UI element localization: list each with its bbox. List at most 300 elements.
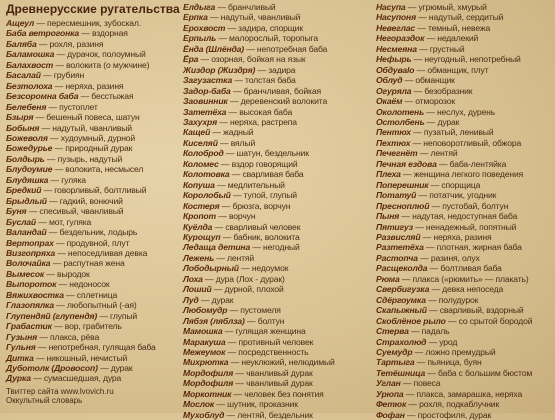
entry-dash: —: [405, 2, 419, 12]
entry-term: Потатуй: [376, 190, 417, 201]
entry-term: Пехтюх: [376, 137, 411, 148]
entry-term: Захухря: [183, 116, 218, 127]
dictionary-entry: [376, 357, 552, 367]
dictionary-entry: [6, 269, 180, 279]
dictionary-entry: [6, 91, 180, 101]
dictionary-entry: [6, 196, 180, 206]
entry-dash: —: [255, 64, 269, 75]
entry-definition: озорная, бойкая на язык: [211, 54, 306, 65]
entry-dash: —: [52, 143, 66, 154]
entry-definition: непоседливая девка: [67, 247, 148, 258]
entry-definition: глупый: [110, 310, 138, 321]
entry-term: Курощуп: [183, 231, 221, 242]
dictionary-entry: [6, 102, 180, 112]
dictionary-entry: [376, 316, 552, 326]
entry-dash: —: [424, 116, 438, 127]
dictionary-entry: [376, 169, 552, 179]
entry-definition: брюзга, ворчун: [232, 200, 291, 211]
entry-dash: —: [198, 54, 212, 65]
dictionary-entry: [376, 96, 552, 106]
entry-term: Ерохвост: [183, 22, 226, 33]
dictionary-entry: [6, 258, 180, 268]
entry-definition: гулящая женщина: [235, 326, 306, 337]
dictionary-entry: [183, 159, 373, 169]
dictionary-entry: [376, 12, 552, 22]
entry-dash: —: [400, 169, 414, 180]
entry-definition: неслух, дурень: [436, 106, 496, 117]
dictionary-entry: [6, 290, 180, 300]
entry-term: Невеглас: [376, 22, 416, 33]
entry-definition: сварливый, вздорный: [439, 305, 524, 316]
entry-term: Куёлда: [183, 221, 213, 232]
dictionary-entry: [6, 175, 180, 185]
entry-definition: неряха, разиня: [433, 231, 492, 242]
entry-definition: бранчливая, бойкая: [243, 85, 321, 96]
dictionary-entry: [6, 123, 180, 133]
entry-term: Луд: [183, 294, 199, 305]
entry-definition: простофиля, дурак: [417, 409, 492, 420]
entry-dash: —: [225, 346, 239, 357]
dictionary-entry: [6, 332, 180, 342]
entry-dash: —: [232, 75, 246, 86]
entry-dash: —: [420, 231, 434, 242]
entry-dash: —: [411, 54, 425, 65]
dictionary-entry: [6, 18, 180, 28]
entry-term: Гузыня: [6, 331, 38, 342]
entry-term: Разтетёха: [376, 242, 424, 253]
dictionary-entry: [376, 44, 552, 54]
entry-definition: болтун: [257, 315, 285, 326]
dictionary-entry: [376, 211, 552, 221]
dictionary-entry: [6, 321, 180, 331]
dictionary-entry: [376, 159, 552, 169]
entry-term: Жиздор (Жиздря): [183, 64, 256, 75]
entry-definition: пузырь, надутый: [57, 153, 123, 164]
dictionary-entry: [6, 185, 180, 195]
dictionary-entry: [6, 206, 180, 216]
entry-dash: —: [400, 378, 414, 389]
dictionary-entry: [183, 232, 373, 242]
entry-definition: надутый, чванливый: [220, 12, 301, 23]
entry-definition: говорливый, болтливый: [54, 185, 147, 196]
entry-term: Елдыга: [183, 2, 216, 12]
entry-definition: грустный: [429, 43, 465, 54]
dictionary-entry: [183, 242, 373, 252]
entry-term: Заовинник: [183, 96, 228, 107]
entry-dash: —: [224, 409, 238, 420]
entry-term: Гульня: [6, 342, 36, 353]
entry-dash: —: [33, 352, 47, 363]
entry-dash: —: [39, 122, 53, 133]
entry-definition: потатчик, угодник: [429, 190, 497, 201]
dictionary-entry: [376, 295, 552, 305]
entry-dash: —: [223, 148, 237, 159]
entry-definition: вор, грабитель: [64, 321, 122, 332]
entry-dash: —: [225, 336, 239, 347]
entry-dash: —: [26, 206, 40, 217]
entry-definition: бешеный повеса, шатун: [46, 112, 140, 123]
dictionary-entry: [183, 399, 373, 409]
entry-definition: распутная жена: [63, 258, 125, 269]
entry-definition: спорщица: [441, 179, 481, 190]
entry-dash: —: [414, 64, 428, 75]
entry-dash: —: [210, 127, 224, 138]
entry-term: Стерва: [376, 326, 409, 337]
entry-definition: рохля, подкаблучник: [419, 399, 500, 410]
entry-dash: —: [36, 38, 50, 49]
entry-dash: —: [417, 252, 431, 263]
entry-definition: бездельник, лодырь: [59, 227, 138, 238]
dictionary-entry: [183, 44, 373, 54]
entry-term: Буслай: [6, 216, 37, 227]
entry-term: Насупоня: [376, 12, 416, 23]
entry-term: Рюма: [376, 273, 400, 284]
entry-dash: —: [238, 263, 252, 274]
entry-term: Визгопряха: [6, 247, 55, 258]
entry-definition: лентяй: [430, 148, 458, 159]
column-2: [183, 2, 376, 420]
entry-term: Лежень: [183, 252, 215, 263]
dictionary-entry: [183, 305, 373, 315]
entry-term: Баламошка: [6, 49, 55, 60]
entry-definition: пузатый, ленивый: [423, 127, 494, 138]
entry-definition: девка непоседа: [442, 284, 504, 295]
dictionary-entry: [6, 133, 180, 143]
entry-term: Волочайка: [6, 258, 51, 269]
entry-definition: деревенский волокита: [240, 96, 328, 107]
entry-definition: отморозок: [415, 96, 455, 107]
entry-dash: —: [78, 91, 92, 102]
entry-definition: спесивый, чванливый: [39, 206, 124, 217]
dictionary-entry: [183, 96, 373, 106]
entry-term: Огуряла: [376, 85, 412, 96]
dictionary-entry: [6, 217, 180, 227]
dictionary-entry: [376, 86, 552, 96]
entry-definition: надутый, сердитый: [428, 12, 504, 23]
entry-term: Тетёшница: [376, 367, 426, 378]
entry-definition: задира: [268, 64, 296, 75]
dictionary-entry: [376, 326, 552, 336]
entry-dash: —: [423, 242, 437, 253]
dictionary-entry: [183, 12, 373, 22]
entry-term: Бзыря: [6, 112, 34, 123]
entry-definition: обманщик, плут: [427, 64, 489, 75]
dictionary-entry: [376, 148, 552, 158]
entry-definition: неугодный, непотребный: [424, 54, 521, 65]
entry-term: Копуша: [183, 179, 215, 190]
entry-definition: вздорная: [91, 28, 128, 39]
entry-term: Страхолюд: [376, 336, 427, 347]
dictionary-entry: [376, 337, 552, 347]
entry-definition: дурной, плохой: [224, 284, 284, 295]
entry-dash: —: [424, 106, 437, 117]
entry-dash: —: [404, 409, 418, 420]
entry-definition: худоумный, дурной: [60, 132, 136, 143]
entry-definition: противный человек: [238, 336, 314, 347]
entry-dash: —: [79, 28, 92, 39]
dictionary-entry: [6, 353, 180, 363]
entry-definition: шатун, бездельник: [236, 148, 309, 159]
entry-term: Скапыжный: [376, 305, 427, 316]
page-title: Древнерусские ругательства: [6, 2, 180, 16]
entry-term: Негораздок: [376, 33, 425, 44]
entry-dash: —: [411, 85, 425, 96]
dictionary-entry: [6, 342, 180, 352]
dictionary-entry: [183, 23, 373, 33]
entry-term: Несмеяна: [376, 43, 417, 54]
entry-term: Моркотник: [183, 388, 232, 399]
entry-definition: урод: [439, 336, 458, 347]
dictionary-entry: [376, 65, 552, 75]
entry-dash: —: [402, 75, 416, 86]
dictionary-entry: [376, 232, 552, 242]
entry-definition: ненадежный, попятный: [425, 221, 517, 232]
entry-dash: —: [428, 179, 442, 190]
entry-dash: —: [214, 179, 228, 190]
dictionary-entry: [6, 248, 180, 258]
entry-term: Насупа: [376, 2, 406, 12]
entry-dash: —: [403, 388, 417, 399]
dictionary-entry: [183, 201, 373, 211]
entry-dash: —: [244, 315, 258, 326]
entry-definition: продувной, плут: [66, 237, 130, 248]
dictionary-entry: [183, 75, 373, 85]
entry-term: Киселяй: [183, 137, 218, 148]
dictionary-entry: [6, 39, 180, 49]
entry-term: Свербигузка: [376, 284, 430, 295]
entry-definition: природный дурак: [65, 143, 133, 154]
entry-definition: плакса («рюмить» — плакать): [412, 273, 529, 284]
entry-dash: —: [417, 148, 431, 159]
entry-term: Костеря: [183, 200, 220, 211]
dictionary-entry: [183, 33, 373, 43]
entry-definition: непотребная баба: [256, 43, 328, 54]
entry-dash: —: [244, 43, 257, 54]
entry-dash: —: [399, 273, 413, 284]
entry-definition: малорослый, торопыга: [229, 33, 318, 44]
entry-term: Ледаща детина: [183, 242, 251, 253]
dictionary-entry: [183, 169, 373, 179]
entry-dash: —: [212, 221, 226, 232]
entry-term: Лободырный: [183, 263, 239, 274]
entry-definition: недоносок: [69, 279, 110, 290]
entry-term: Мухоблуд: [183, 409, 225, 420]
entry-dash: —: [50, 258, 64, 269]
entry-definition: дурак: [110, 362, 133, 373]
entry-dash: —: [429, 284, 443, 295]
entry-definition: плотная, жирная баба: [436, 242, 522, 253]
entry-term: Божедурье: [6, 143, 53, 154]
entry-term: Ащеул: [6, 18, 35, 28]
entry-dash: —: [214, 399, 228, 410]
entry-definition: волокита, несмысел: [65, 164, 144, 175]
entry-term: Печная ездова: [376, 158, 437, 169]
dictionary-entry: [183, 316, 373, 326]
dictionary-entry: [6, 279, 180, 289]
entry-dash: —: [410, 137, 424, 148]
footer-line-1: Твиттер сайта www.lvovich.ru: [6, 386, 114, 396]
entry-definition: жадный: [223, 127, 254, 138]
entry-dash: —: [399, 211, 413, 222]
entry-term: Суемудр: [376, 346, 413, 357]
entry-dash: —: [415, 22, 428, 33]
entry-dash: —: [214, 252, 227, 263]
entry-dash: —: [46, 195, 60, 206]
entry-term: Грабастик: [6, 321, 52, 332]
entry-term: Фофан: [376, 409, 405, 420]
dictionary-entry: [6, 300, 180, 310]
entry-dash: —: [230, 85, 244, 96]
entry-dash: —: [229, 169, 243, 180]
entry-definition: посредственность: [238, 346, 309, 357]
dictionary-entry: [183, 347, 373, 357]
entry-definition: недалекий: [437, 33, 479, 44]
entry-definition: обманщик: [415, 75, 455, 86]
entry-dash: —: [198, 294, 212, 305]
entry-term: Плеха: [376, 169, 401, 180]
entry-term: Дуботолк (Дровосоп): [6, 362, 98, 373]
dictionary-entry: [183, 295, 373, 305]
entry-dash: —: [436, 158, 450, 169]
entry-term: Пыня: [376, 211, 400, 222]
entry-term: Ерпка: [183, 12, 208, 23]
entry-definition: женщина легкого поведения: [413, 169, 524, 180]
entry-definition: шутник, проказник: [227, 399, 298, 410]
entry-definition: чванливый дурак: [246, 367, 313, 378]
entry-term: Углан: [376, 378, 401, 389]
dictionary-entry: [376, 274, 552, 284]
entry-term: Балахвост: [6, 59, 54, 70]
entry-term: Ерпыль: [183, 33, 217, 44]
entry-term: Вяжихвостка: [6, 289, 64, 300]
entry-dash: —: [54, 300, 67, 311]
entry-definition: выродок: [57, 268, 90, 279]
entry-term: Облуд: [376, 75, 403, 86]
entry-definition: пустобай, болтун: [442, 200, 509, 211]
dictionary-entry: [376, 410, 552, 420]
entry-definition: угрюмый, хмурый: [418, 2, 487, 12]
entry-term: Мордофиля: [183, 378, 234, 389]
dictionary-entry: [183, 410, 373, 420]
entry-definition: надутый, чванливый: [52, 122, 132, 133]
entry-term: Коломес: [183, 158, 219, 169]
entry-term: Скоблёное рыло: [376, 315, 446, 326]
dictionary-entry: [376, 201, 552, 211]
entry-term: Нефырь: [376, 54, 412, 65]
entry-term: Межеумок: [183, 346, 226, 357]
entry-dash: —: [211, 284, 225, 295]
entry-definition: неуклюжий, нелюдимый: [241, 357, 335, 368]
entry-term: Блудяшка: [6, 174, 49, 185]
entry-definition: пересмешник, зубоскал.: [47, 18, 142, 28]
entry-term: Королобый: [183, 190, 231, 201]
dictionary-entry: [183, 211, 373, 221]
dictionary-entry: [376, 284, 552, 294]
entry-definition: ложно премудрый: [425, 346, 496, 357]
dictionary-entry: [183, 148, 373, 158]
dictionary-entry: [376, 253, 552, 263]
entry-definition: со срытой бородой: [458, 315, 533, 326]
dictionary-entry: [183, 263, 373, 273]
entry-definition: сплетница: [76, 289, 118, 300]
entry-definition: сварливая баба: [242, 169, 304, 180]
entry-dash: —: [220, 231, 234, 242]
entry-dash: —: [63, 289, 77, 300]
entry-dash: —: [225, 22, 239, 33]
dictionary-entry: [6, 70, 180, 80]
entry-dash: —: [216, 33, 230, 44]
entry-dash: —: [226, 106, 240, 117]
dictionary-entry: [6, 28, 180, 38]
dictionary-entry: [376, 127, 552, 137]
entry-term: Ёра: [183, 54, 199, 65]
entry-definition: сумасшедшая, дура: [43, 373, 122, 384]
entry-dash: —: [233, 367, 247, 378]
entry-definition: дурак: [211, 294, 234, 305]
entry-definition: пьяница, буян: [427, 357, 482, 368]
entry-term: Выпороток: [6, 279, 57, 290]
entry-dash: —: [425, 294, 439, 305]
entry-definition: мот, гуляка: [48, 216, 92, 227]
entry-term: Глазопялка: [6, 300, 54, 311]
entry-term: Безсоромна баба: [6, 91, 79, 102]
dictionary-entry: [376, 180, 552, 190]
entry-dash: —: [41, 185, 55, 196]
column-3: [376, 2, 555, 420]
entry-definition: баба-лентяйка: [449, 158, 507, 169]
entry-dash: —: [445, 315, 459, 326]
dictionary-entry: [376, 399, 552, 409]
entry-term: Загузастка: [183, 75, 233, 86]
entry-term: Буня: [6, 206, 27, 217]
dictionary-entry: [376, 305, 552, 315]
entry-dash: —: [34, 18, 47, 28]
entry-definition: высокая баба: [239, 106, 293, 117]
entry-dash: —: [52, 80, 66, 91]
dictionary-entry: [376, 190, 552, 200]
dictionary-entry: [376, 242, 552, 252]
entry-definition: вялый: [230, 137, 256, 148]
dictionary-entry: [183, 326, 373, 336]
footer-line-2: Оккультный словарь: [6, 395, 83, 405]
entry-term: Сдёргоумка: [376, 294, 426, 305]
dictionary-entry: [183, 190, 373, 200]
entry-definition: задира, спорщик: [238, 22, 303, 33]
dictionary-entry: [183, 54, 373, 64]
dictionary-entry: [376, 138, 552, 148]
entry-dash: —: [233, 378, 247, 389]
entry-term: Развисляй: [376, 231, 421, 242]
entry-term: Пятигуз: [376, 221, 413, 232]
dictionary-entry: [6, 164, 180, 174]
entry-term: Околотень: [376, 106, 425, 117]
entry-dash: —: [426, 336, 440, 347]
entry-dash: —: [416, 190, 430, 201]
entry-dash: —: [54, 49, 68, 60]
entry-definition: безобразник: [424, 85, 473, 96]
dictionary-entry: [183, 368, 373, 378]
entry-dash: —: [47, 132, 61, 143]
entry-term: Поперешник: [376, 179, 429, 190]
dictionary-entry: [376, 75, 552, 85]
entry-definition: вздор говорящий: [231, 158, 298, 169]
dictionary-entry: [6, 373, 180, 383]
entry-list: [183, 2, 373, 420]
dictionary-entry: [183, 180, 373, 190]
entry-term: Колоброд: [183, 148, 224, 159]
entry-term: Бобыня: [6, 122, 40, 133]
entry-dash: —: [36, 216, 49, 227]
